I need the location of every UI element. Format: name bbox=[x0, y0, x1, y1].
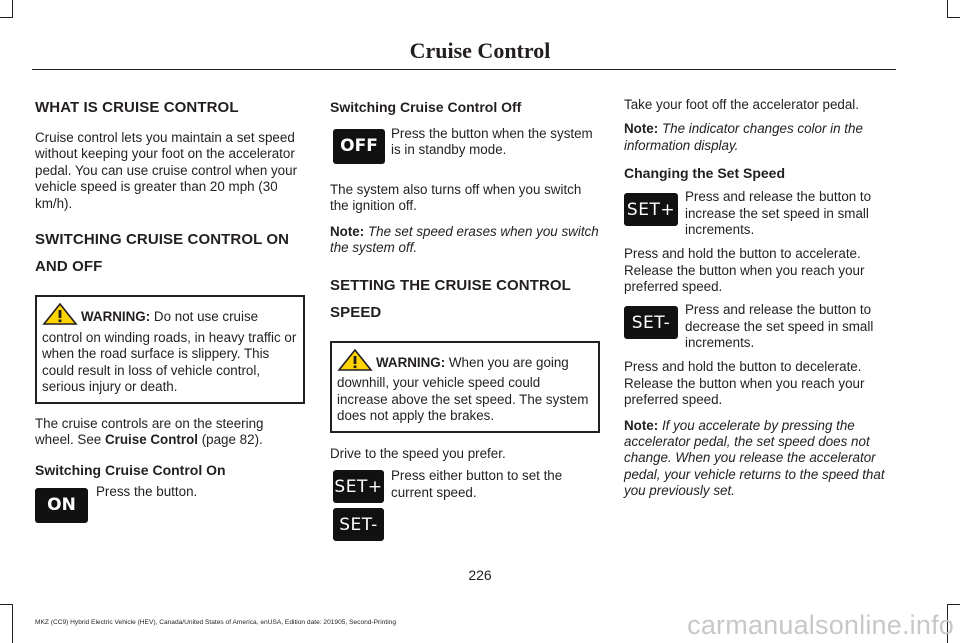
set-instruction: Press either button to set the current speed. bbox=[391, 468, 563, 500]
crop-mark-top-right-h bbox=[947, 17, 960, 18]
foot-paragraph: Take your foot off the accelerator pedal. bbox=[624, 97, 859, 112]
warning-box-roads bbox=[35, 295, 305, 404]
on-instruction: Press the button. bbox=[96, 483, 198, 499]
warning-text: Do not use cruise control on winding roads, in heavy traffic or when the road surface is slippery. This could result in loss of vehicle control, serious injury or death. bbox=[42, 309, 297, 395]
warning-triangle-icon bbox=[42, 303, 78, 330]
note-text: The indicator changes color in the information display. bbox=[624, 121, 863, 153]
note-label: Note: bbox=[330, 223, 365, 239]
controls-page-ref: (page 82). bbox=[197, 432, 263, 448]
warning-label: WARNING: bbox=[81, 309, 151, 325]
column-1 bbox=[35, 95, 305, 532]
note-set-speed bbox=[330, 224, 600, 257]
warning-text: When you are going downhill, your vehicle speed could increase above the set speed. The system does not apply the brakes. bbox=[337, 354, 589, 424]
header-divider bbox=[32, 69, 896, 70]
page-title: Cruise Control bbox=[409, 38, 551, 63]
set-plus-label: SET+ bbox=[334, 476, 383, 497]
set-plus-button-image bbox=[333, 470, 384, 503]
crop-mark-bottom-right-h bbox=[947, 604, 960, 605]
note-text: The set speed erases when you switch the system off. bbox=[330, 223, 599, 256]
heading-switching-off: Switching Cruise Control Off bbox=[330, 99, 522, 115]
controls-paragraph bbox=[35, 416, 305, 449]
heading-switching-on: Switching Cruise Control On bbox=[35, 461, 226, 478]
crop-mark-top-left-h bbox=[0, 17, 13, 18]
decrease-row bbox=[624, 302, 896, 352]
set-plus-label: SET+ bbox=[626, 199, 676, 220]
set-buttons-row bbox=[330, 468, 600, 548]
increase-instruction: Press and release the button to increase the set speed in small increments. bbox=[685, 189, 872, 238]
warning-box-downhill bbox=[330, 341, 600, 433]
decrease-instruction: Press and release the button to decrease the set speed in small increments. bbox=[685, 302, 874, 351]
crop-mark-bottom-left-v bbox=[12, 604, 13, 643]
off-button-image bbox=[333, 129, 385, 164]
on-button-row bbox=[35, 484, 305, 532]
note-text: If you accelerate by pressing the accelerator pedal, the set speed does not change. When you release the accelerator pedal, your vehicle returns to the speed that you previously set. bbox=[624, 417, 885, 499]
hold-accelerate-paragraph: Press and hold the button to accelerate. Release the button when you reach your preferred speed. bbox=[624, 246, 865, 295]
note-indicator bbox=[624, 121, 896, 154]
off-instruction: Press the button when the system is in standby mode. bbox=[391, 126, 593, 158]
set-minus-label: SET- bbox=[339, 514, 378, 535]
watermark: carmanualsonline.info bbox=[687, 610, 954, 640]
warning-triangle-icon bbox=[337, 349, 373, 376]
cruise-control-link[interactable]: Cruise Control bbox=[104, 432, 198, 448]
hold-decelerate-paragraph: Press and hold the button to decelerate. Release the button when you reach your preferred speed. bbox=[624, 359, 865, 408]
note-label: Note: bbox=[624, 417, 659, 433]
increase-row bbox=[624, 189, 896, 239]
ignition-paragraph: The system also turns off when you switch the ignition off. bbox=[330, 182, 582, 214]
off-button-row bbox=[330, 126, 600, 172]
column-2 bbox=[330, 95, 600, 548]
note-accelerate bbox=[624, 418, 896, 500]
heading-changing-set-speed: Changing the Set Speed bbox=[624, 165, 786, 182]
warning-label: WARNING: bbox=[376, 354, 446, 370]
set-minus-button-image bbox=[624, 306, 678, 339]
set-plus-button-image bbox=[624, 193, 678, 226]
footer-edition-text: MKZ (CC9) Hybrid Electric Vehicle (HEV), Canada/United States of America, enUSA, Edition date: 201905, Second-Printing bbox=[35, 619, 396, 626]
heading-what-is-cruise-control: WHAT IS CRUISE CONTROL bbox=[35, 99, 239, 116]
set-minus-label: SET- bbox=[631, 312, 671, 333]
note-label: Note: bbox=[624, 121, 659, 137]
intro-paragraph: Cruise control lets you maintain a set speed without keeping your foot on the accelerator pedal. You can use cruise control when your vehicle speed is greater than 20 mph (30 km/h). bbox=[35, 130, 298, 211]
crop-mark-top-left-v bbox=[12, 0, 13, 18]
off-button-label: OFF bbox=[340, 136, 378, 157]
page-number: 226 bbox=[468, 567, 492, 583]
column-3 bbox=[624, 95, 896, 500]
on-button-label: ON bbox=[47, 495, 76, 516]
drive-paragraph: Drive to the speed you prefer. bbox=[330, 446, 506, 461]
set-minus-button-image bbox=[333, 508, 384, 541]
controls-text: The cruise controls are on the steering wheel. See bbox=[35, 416, 264, 448]
crop-mark-top-right-v bbox=[947, 0, 948, 18]
heading-switching-on-off: SWITCHING CRUISE CONTROL ON AND OFF bbox=[35, 231, 290, 276]
heading-setting-speed: SETTING THE CRUISE CONTROL SPEED bbox=[330, 276, 571, 321]
on-button-image bbox=[35, 488, 88, 523]
crop-mark-bottom-left-h bbox=[0, 604, 13, 605]
